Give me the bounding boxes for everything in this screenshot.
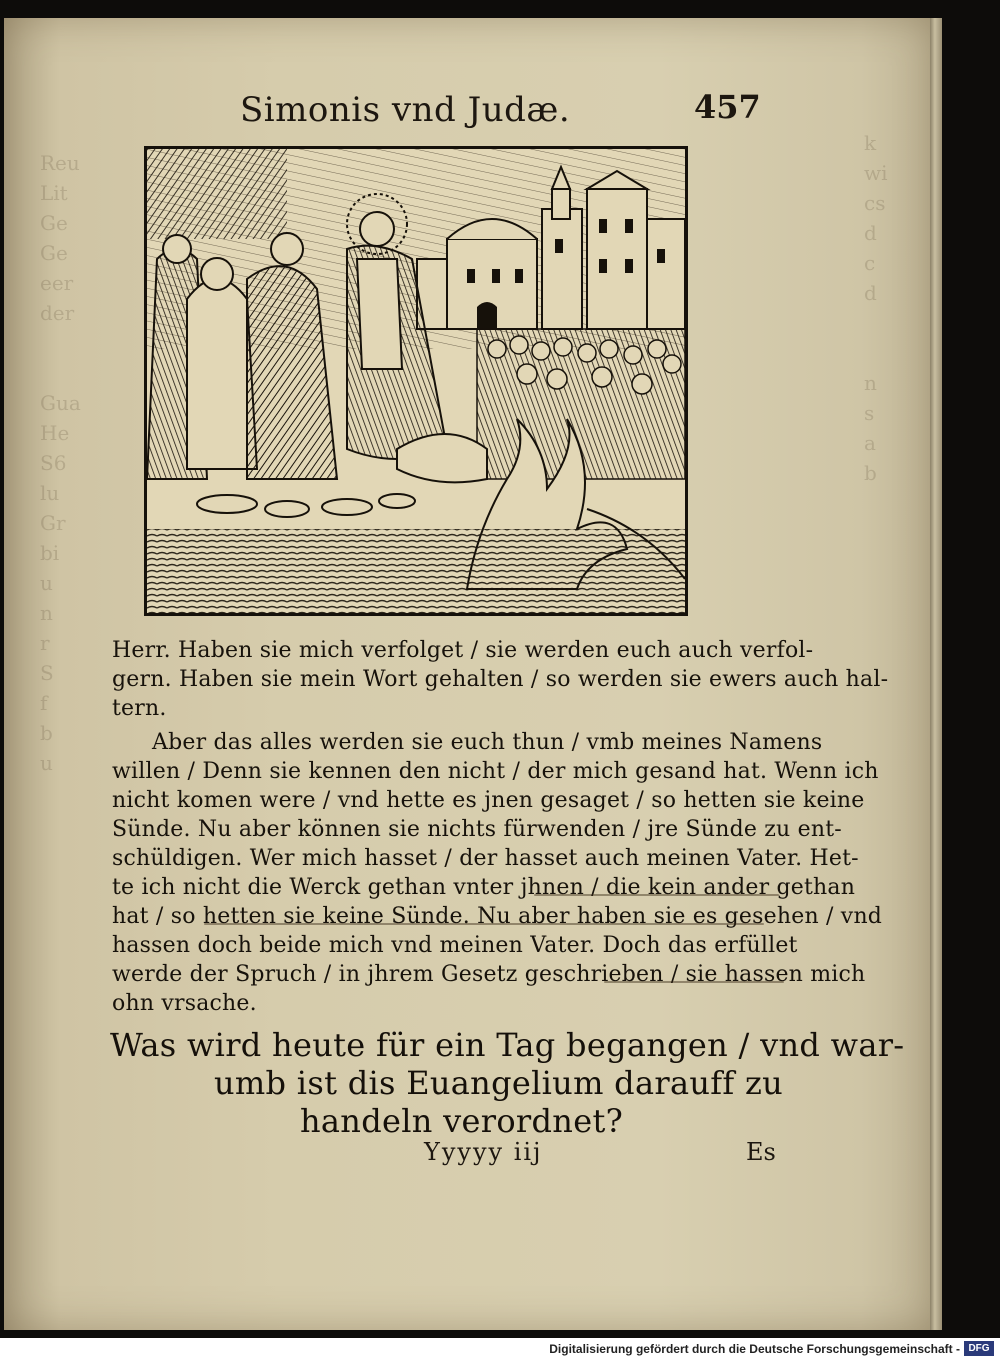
catchword: Es bbox=[746, 1138, 776, 1166]
body-line: Herr. Haben sie mich verfolget / sie werden euch auch verfol- bbox=[112, 638, 814, 663]
underline-mark bbox=[534, 894, 779, 896]
section-heading-line: umb ist dis Euangelium darauff zu bbox=[214, 1064, 784, 1102]
body-line: willen / Denn sie kennen den nicht / der mich gesand hat. Wenn ich bbox=[112, 759, 879, 784]
funding-credit: Digitalisierung gefördert durch die Deutsche Forschungsgemeinschaft - bbox=[549, 1342, 960, 1356]
footer-bar bbox=[0, 1338, 1000, 1361]
page-edge bbox=[930, 18, 942, 1330]
dfg-logo: DFG bbox=[964, 1341, 994, 1356]
bleed-through-left: Reu Lit Ge Ge eer der Gua He S6 lu Gr bi u n r S f b u bbox=[40, 151, 81, 775]
body-line: hat / so hetten sie keine Sünde. Nu aber haben sie es gesehen / vnd bbox=[112, 904, 883, 929]
section-heading-line: handeln verordnet? bbox=[300, 1102, 624, 1140]
signature-mark: Yyyyy iij bbox=[424, 1138, 543, 1166]
body-line: nicht komen were / vnd hette es jnen gesaget / so hetten sie keine bbox=[112, 788, 865, 813]
body-line: tern. bbox=[112, 696, 167, 721]
body-line: Sünde. Nu aber können sie nichts fürwenden / jre Sünde zu ent- bbox=[112, 817, 842, 842]
body-line: gern. Haben sie mein Wort gehalten / so werden sie ewers auch hal- bbox=[112, 667, 889, 692]
body-line: hassen doch beide mich vnd meinen Vater. Doch das erfüllet bbox=[112, 933, 798, 958]
woodcut-illustration bbox=[144, 146, 688, 616]
body-line: te ich nicht die Werck gethan vnter jhnen / die kein ander gethan bbox=[112, 875, 856, 900]
section-heading-line: Was wird heute für ein Tag begangen / vnd war- bbox=[110, 1026, 905, 1064]
body-line: schüldigen. Wer mich hasset / der hasset auch meinen Vater. Het- bbox=[112, 846, 859, 871]
body-line: Aber das alles werden sie euch thun / vmb meines Namens bbox=[152, 730, 823, 755]
body-line: werde der Spruch / in jhrem Gesetz geschrieben / sie hassen mich bbox=[112, 962, 866, 987]
bleed-through-right: k wi cs d c d n s a b bbox=[864, 131, 888, 485]
body-line: ohn vrsache. bbox=[112, 991, 257, 1016]
folio-number: 457 bbox=[694, 88, 761, 126]
underline-mark bbox=[604, 981, 784, 983]
running-head: Simonis vnd Judæ. bbox=[240, 90, 571, 130]
underline-mark bbox=[204, 923, 764, 925]
book-page bbox=[4, 18, 936, 1330]
